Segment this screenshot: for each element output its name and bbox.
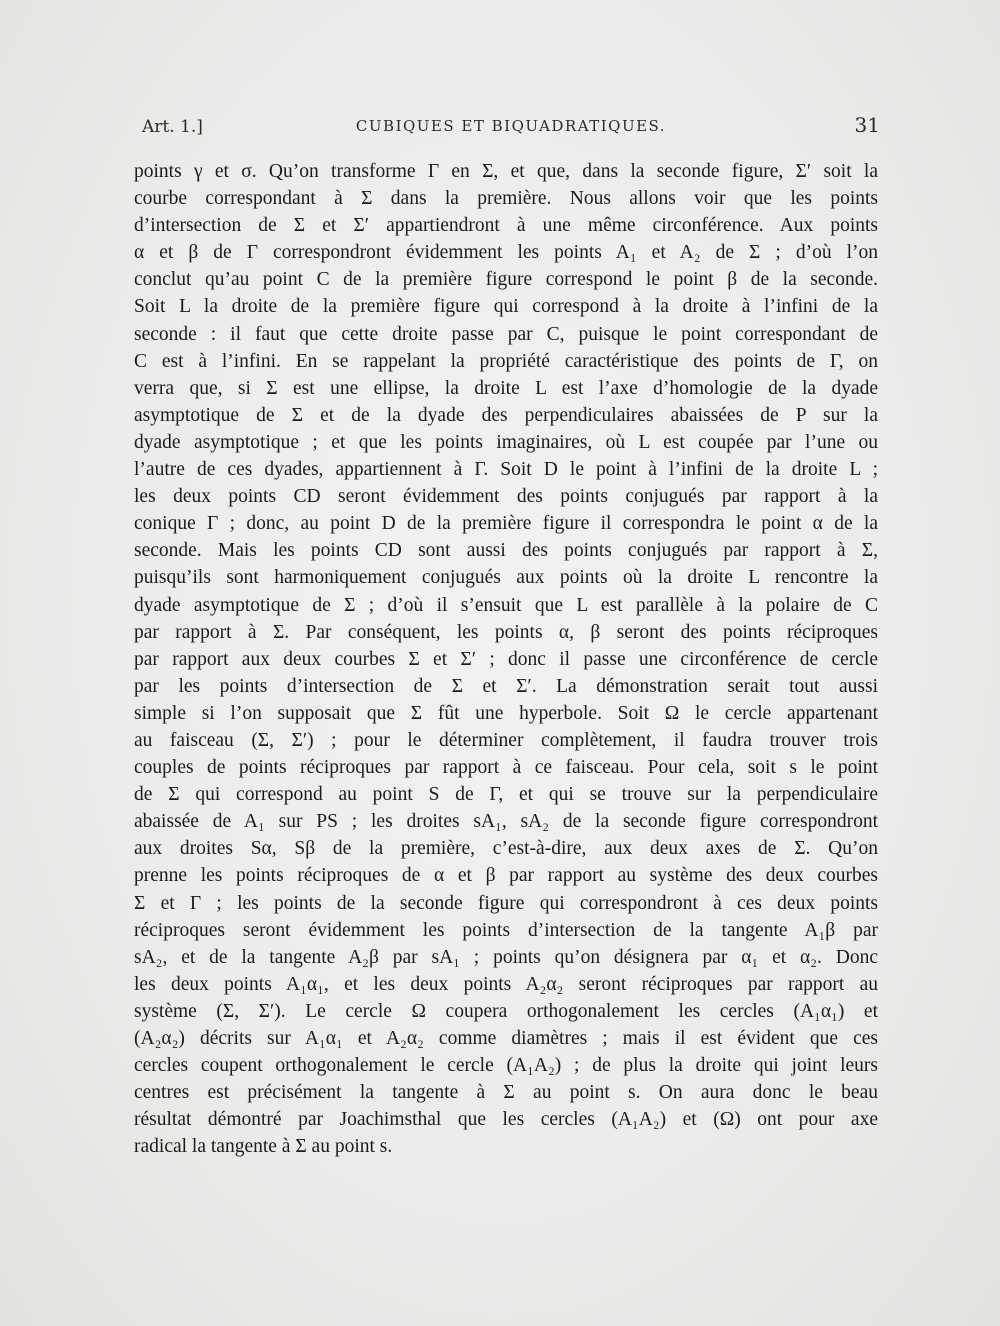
text-line: puisqu’ils sont harmoniquement conjugués aux points où la droite L rencontre la [134,567,878,589]
text-line: de Σ qui correspond au point S de Γ, et qui se trouve sur la perpendiculaire [134,784,878,806]
text-line: réciproques seront évidemment les points d’intersection de la tangente A₁β par [134,919,878,941]
article-reference: Art. 1.] [142,117,203,137]
text-line: abaissée de A₁ sur PS ; les droites sA₁, sA₂ de la seconde figure correspondront [134,811,878,833]
body-text [134,158,878,1160]
text-line: au faisceau (Σ, Σ′) ; pour le déterminer complètement, il faudra trouver trois [134,729,878,751]
text-line: les deux points A₁α₁, et les deux points A₂α₂ seront réciproques par rapport au [134,973,878,995]
text-line: aux droites Sα, Sβ de la première, c’est-à-dire, aux deux axes de Σ. Qu’on [134,838,878,860]
text-line: seconde. Mais les points CD sont aussi des points conjugués par rapport à Σ, [134,540,878,562]
text-line: d’intersection de Σ et Σ′ appartiendront à une même circonférence. Aux points [134,215,878,237]
text-line: points γ et σ. Qu’on transforme Γ en Σ, et que, dans la seconde figure, Σ′ soit la [134,161,878,182]
text-line: par rapport aux deux courbes Σ et Σ′ ; donc il passe une circonférence de cercle [134,648,878,670]
text-line: seconde : il faut que cette droite passe par C, puisque le point correspondant de [134,323,878,345]
text-line: par les points d’intersection de Σ et Σ′. La démonstration serait tout aussi [134,675,878,697]
text-line: conique Γ ; donc, au point D de la première figure il correspondra le point α de la [134,513,878,535]
text-line: radical la tangente à Σ au point s. [134,1136,393,1158]
text-line: couples de points réciproques par rapport à ce faisceau. Pour cela, soit s le point [134,757,878,779]
text-line: centres est précisément la tangente à Σ au point s. On aura donc le beau [134,1082,878,1104]
text-line: α et β de Γ correspondront évidemment les points A₁ et A₂ de Σ ; d’où l’on [134,242,878,264]
text-line: simple si l’on supposait que Σ fût une hyperbole. Soit Ω le cercle appartenant [134,702,878,724]
text-line: cercles coupent orthogonalement le cercle (A₁A₂) ; de plus la droite qui joint leurs [134,1055,878,1077]
text-line: sA₂, et de la tangente A₂β par sA₁ ; points qu’on désignera par α₁ et α₂. Donc [134,946,878,968]
running-title: CUBIQUES ET BIQUADRATIQUES. [355,117,667,135]
text-line: conclut qu’au point C de la première figure correspond le point β de la seconde. [134,269,878,291]
text-line: dyade asymptotique ; et que les points imaginaires, où L est coupée par l’une ou [134,431,878,453]
text-line: dyade asymptotique de Σ ; d’où il s’ensuit que L est parallèle à la polaire de C [134,594,878,616]
text-line: courbe correspondant à Σ dans la première. Nous allons voir que les points [134,188,878,210]
text-line: système (Σ, Σ′). Le cercle Ω coupera orthogonalement les cercles (A₁α₁) et [134,1000,878,1022]
text-line: (A₂α₂) décrits sur A₁α₁ et A₂α₂ comme diamètres ; mais il est évident que ces [134,1028,878,1049]
text-line: asymptotique de Σ et de la dyade des perpendiculaires abaissées de P sur la [134,404,878,426]
text-line: l’autre de ces dyades, appartiennent à Γ. Soit D le point à l’infini de la droite L ; [134,459,878,481]
page-number: 31 [854,113,880,137]
running-head [142,113,880,143]
text-line: verra que, si Σ est une ellipse, la droite L est l’axe d’homologie de la dyade [134,377,878,399]
text-line: C est à l’infini. En se rappelant la propriété caractéristique des points de Γ, on [134,350,878,372]
text-line: Σ et Γ ; les points de la seconde figure qui correspondront à ces deux points [134,892,878,914]
text-line: résultat démontré par Joachimsthal que les cercles (A₁A₂) et (Ω) ont pour axe [134,1109,878,1131]
text-line: prenne les points réciproques de α et β par rapport au système des deux courbes [134,865,878,887]
text-line: par rapport à Σ. Par conséquent, les points α, β seront des points réciproques [134,621,878,643]
text-line: les deux points CD seront évidemment des points conjugués par rapport à la [134,486,878,508]
text-line: Soit L la droite de la première figure qui correspond à la droite à l’infini de la [134,296,878,318]
